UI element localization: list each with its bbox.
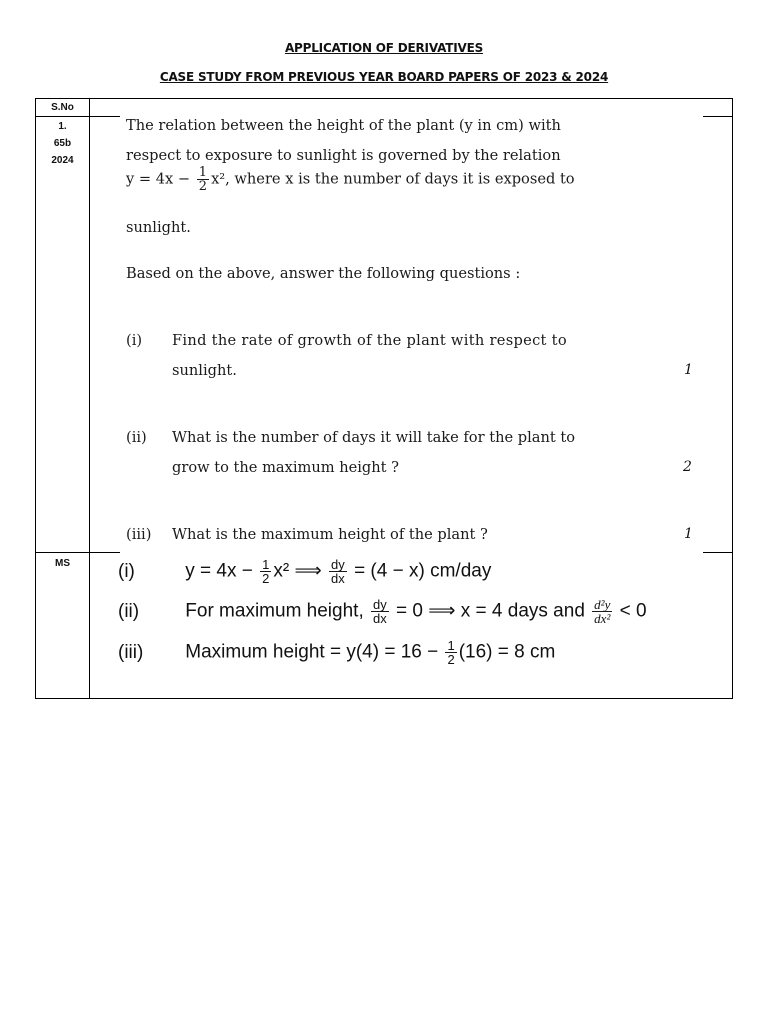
ms-row-divider-right bbox=[703, 552, 733, 553]
page-subtitle: CASE STUDY FROM PREVIOUS YEAR BOARD PAPERS OF 2023 & 2024 bbox=[159, 70, 609, 84]
ms-line-2 bbox=[118, 598, 647, 625]
ms-line-1-mid: x² ⟹ bbox=[273, 560, 322, 582]
ms-line-3 bbox=[118, 639, 555, 666]
table-bottom-border bbox=[35, 698, 733, 699]
question-year: 2024 bbox=[51, 155, 74, 166]
ms-half-fraction: $\frac{1}{2}$ bbox=[262, 557, 270, 586]
question-line-4: sunlight. bbox=[126, 219, 191, 236]
equation-suffix: x², where x is the number of days it is exposed to bbox=[211, 170, 575, 188]
part-i-number: (i) bbox=[126, 332, 143, 349]
part-iii-line-1: What is the maximum height of the plant ? bbox=[172, 526, 488, 543]
half-fraction: $\frac{1}{2}$ bbox=[198, 165, 208, 194]
part-ii-number: (ii) bbox=[126, 429, 147, 446]
part-ii-line-1: What is the number of days it will take for the plant to bbox=[172, 429, 576, 446]
ms-row-divider-left bbox=[35, 552, 120, 553]
ms-line-3-number: (iii) bbox=[118, 641, 144, 663]
ms-second-derivative-fraction: $\frac{\text{d²y}}{\text{dx²}}$ bbox=[594, 597, 611, 626]
table-top-border bbox=[35, 98, 733, 99]
question-equation-line bbox=[126, 166, 575, 193]
part-i-line-2: sunlight. bbox=[172, 362, 237, 379]
ms-line-3-post: (16) = 8 cm bbox=[458, 641, 556, 663]
ms-line-2-number: (ii) bbox=[118, 600, 140, 622]
part-iii-marks: 1 bbox=[684, 526, 693, 542]
ms-label: MS bbox=[55, 558, 70, 569]
question-line-1: The relation between the height of the plant (y in cm) with bbox=[126, 117, 561, 134]
part-i-line-1: Find the rate of growth of the plant with respect to bbox=[172, 332, 567, 349]
question-prompt: Based on the above, answer the following questions : bbox=[126, 265, 521, 282]
ms-line-3-pre: Maximum height = y(4) = 16 − bbox=[185, 641, 439, 663]
ms-line-1-post: = (4 − x) cm/day bbox=[354, 560, 492, 582]
ms-half-fraction-2: $\frac{1}{2}$ bbox=[447, 638, 455, 667]
table-right-border bbox=[732, 98, 733, 699]
ms-line-2-post: < 0 bbox=[619, 600, 647, 622]
ms-line-1-number: (i) bbox=[118, 560, 135, 582]
part-iii-number: (iii) bbox=[126, 526, 152, 543]
question-number-label: 1. bbox=[58, 121, 67, 132]
table-column-divider bbox=[89, 98, 90, 699]
page-title: APPLICATION OF DERIVATIVES bbox=[284, 41, 484, 55]
table-left-border bbox=[35, 98, 36, 699]
question-line-2: respect to exposure to sunlight is governed by the relation bbox=[126, 147, 561, 164]
part-ii-marks: 2 bbox=[683, 459, 692, 475]
ms-line-1 bbox=[118, 558, 491, 585]
header-row-divider-right bbox=[703, 116, 733, 117]
equation-prefix: y = 4x − bbox=[126, 170, 191, 188]
header-row-divider-left bbox=[35, 116, 120, 117]
sno-header: S.No bbox=[51, 102, 74, 113]
ms-dy-dx-fraction-2: $\frac{dy}{dx}$ bbox=[373, 597, 387, 626]
ms-dy-dx-fraction: $\frac{dy}{dx}$ bbox=[331, 557, 345, 586]
ms-line-2-pre: For maximum height, bbox=[185, 600, 364, 622]
part-ii-line-2: grow to the maximum height ? bbox=[172, 459, 399, 476]
question-number bbox=[36, 118, 89, 169]
ms-line-1-pre: y = 4x − bbox=[185, 560, 253, 582]
question-code: 65b bbox=[53, 138, 72, 149]
part-i-marks: 1 bbox=[684, 362, 693, 378]
ms-line-2-mid: = 0 ⟹ x = 4 days and bbox=[396, 600, 585, 622]
